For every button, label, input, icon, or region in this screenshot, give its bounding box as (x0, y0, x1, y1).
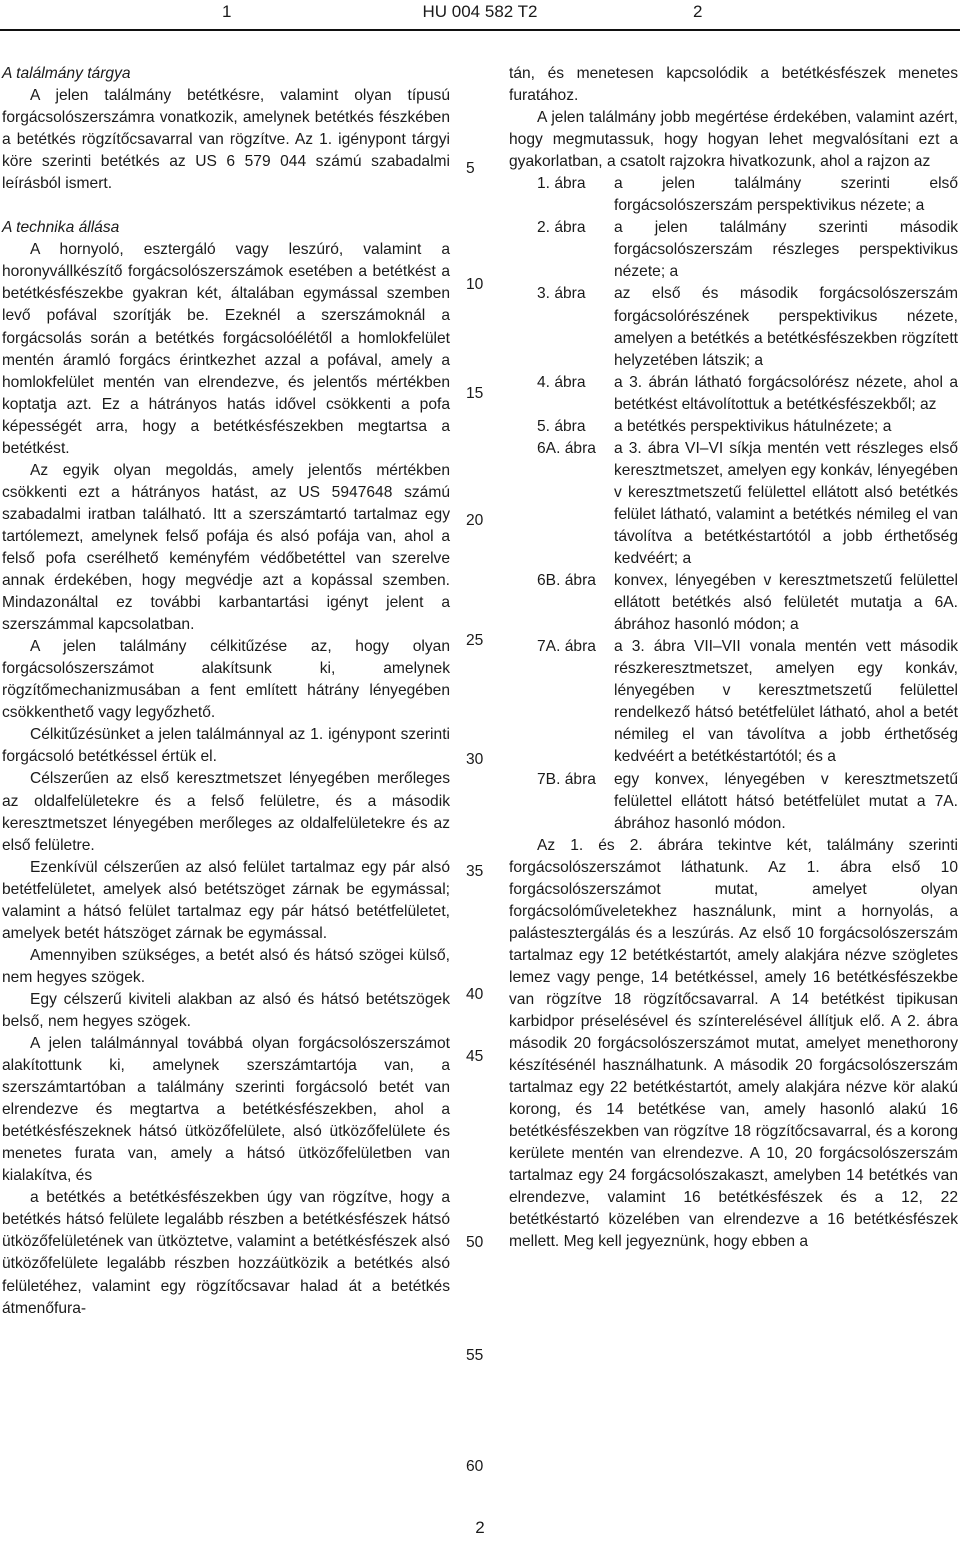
figure-description: konvex, lényegében v keresztmetszetű felülettel ellátott betétkés alsó felületét mutatja a 6A. ábrához hasonló módon; a (614, 572, 958, 634)
header-right-page-number: 2 (693, 2, 703, 21)
figure-label: 1. ábra (537, 175, 586, 193)
line-number: 40 (466, 986, 484, 1003)
figure-label: 4. ábra (537, 373, 586, 391)
paragraph: Célszerűen az első keresztmetszet lényegében merőleges az oldalfelületekre és a felső felületre, és a második keresztmetszet lényegében merőleges az oldalfelületekre és az első felületre. (2, 770, 450, 854)
paragraph: Amennyiben szükséges, a betét alsó és hátsó szögei külső, nem hegyes szögek. (2, 946, 450, 986)
line-number: 5 (466, 160, 475, 177)
figure-list-item (509, 416, 958, 438)
figure-description: a jelen találmány szerinti második forgácsolószerszám részleges perspektivikus nézete; a (614, 219, 958, 281)
line-number: 25 (466, 632, 484, 649)
figure-label: 2. ábra (537, 219, 586, 237)
paragraph: Az egyik olyan megoldás, amely jelentős mértékben csökkenti ezt a hátrányos hatást, az US 5947648 számú szabadalmi iratban található. Itt a szerszámtartó tartalmaz egy tartólemezt, amelynek felső pofája és alsó pofája van, ahol a felső pofa cserélhető keményfém védőbetéttel van szerelve annak érdekében, hogy megvédje azt a kopással szemben. Mindazonáltal ez további karbantartási igényt jelent a szerszámmal kapcsolatban. (2, 461, 450, 634)
section-heading: A találmány tárgya (2, 65, 131, 82)
figure-label: 5. ábra (537, 417, 586, 435)
figure-list-item (509, 217, 958, 283)
figure-label: 6A. ábra (537, 439, 596, 457)
figure-description: a betétkés perspektivikus hátulnézete; a (614, 417, 892, 435)
line-number: 15 (466, 385, 484, 402)
figure-list (509, 173, 958, 834)
footer-page-number: 2 (475, 1518, 485, 1537)
figure-list-item (509, 372, 958, 416)
paragraph: Célkitűzésünket a jelen találmánnyal az 1. igénypont szerinti forgácsoló betétkéssel értük el. (2, 726, 450, 766)
figure-description: egy konvex, lényegében v keresztmetszetű felülettel ellátott hátsó betétfelület mutat a 7A. ábrához hasonló módon. (614, 770, 958, 832)
paragraph: Az 1. és 2. ábrára tekintve két, találmány szerinti forgácsolószerszámot láthatunk. Az 1. ábra első 10 forgácsolószerszámot mutat, amelyet olyan forgácsolóműveletekhez használunk, mint a hornyolás, a palástesztergálás és a leszúrás. Az első 10 forgácsolószerszám tartalmaz egy 12 betétkéstartót, amely alakjára nézve szögletes lemez vagy penge, 14 betétkéssel, amely 16 betétkésfészekbe van rögzítve 18 rögzítőcsavarral. A 14 betétkést tipikusan karbidpor préselésével és színterelésével állítjuk elő. A 2. ábra második 20 forgácsolószerszámot mutat, amelyet menethorony készítésénél használhatunk. A második 20 forgácsolószerszám tartalmaz egy 22 betétkéstartót, amely alakjára nézve kör alakú korong, és 14 betétkése van, amely hasonló alakú 16 betétkésfészekben van rögzítve 18 rögzítőcsavarral, és a korong kerülete mentén van elrendezve. A 10, 20 forgácsolószerszám tartalmaz egy 24 forgácsolószakaszt, amelyben 14 betétkés van elrendezve, valamint 16 betétkésfészek és a 12, 22 betétkéstartó közelében van elrendezve a 16 betétkésfészek mellett. Meg kell jegyeznünk, hogy ebben a (509, 836, 958, 1251)
paragraph: Ezenkívül célszerűen az alsó felület tartalmaz egy pár alsó betétfelületet, amelyek alsó betétszöget zárnak be egymással; valamint a hátsó felület tartalmaz egy pár hátsó betétfelületet, amelyek betét hátszöget zárnak be egymással. (2, 858, 450, 942)
line-number: 55 (466, 1347, 484, 1364)
figure-description: az első és második forgácsolószerszám forgácsolórészének perspektivikus nézete, amelyen a betétkés a betétkésfészekben rögzített helyzetében látszik; a (614, 285, 958, 369)
right-column-body (509, 835, 958, 1254)
figure-list-item (509, 173, 958, 217)
right-column (509, 63, 958, 1254)
figure-label: 3. ábra (537, 285, 586, 303)
header-left-page-number: 1 (222, 2, 232, 21)
line-number: 50 (466, 1234, 484, 1251)
line-number: 60 (466, 1458, 484, 1475)
left-column (2, 63, 450, 1320)
paragraph: Egy célszerű kiviteli alakban az alsó és hátsó betétszögek belső, nem hegyes szögek. (2, 990, 450, 1030)
figure-list-item (509, 438, 958, 570)
paragraph: A jelen találmány célkitűzése az, hogy olyan forgácsolószerszámot alakítsunk ki, amelynek rögzítőmechanizmusában a fent említett hátrány lényegében csökkenthető vagy legyőzhető. (2, 638, 450, 722)
line-number: 35 (466, 863, 484, 880)
paragraph: A jelen találmánnyal továbbá olyan forgácsolószerszámot alakítottunk ki, amelynek szerszámtartója van, a szerszámtartóban a találmány szerinti forgácsoló betét van elrendezve és megtartva a betétkésfészekben, ahol a betétkésfészeknek hátsó ütközőfelülete, alsó ütközőfelülete és menetes furata van, amely a hátsó ütközőfelületben van kialakítva, és (2, 1035, 450, 1185)
line-number: 45 (466, 1048, 484, 1065)
figure-list-item (509, 769, 958, 835)
paragraph: A hornyoló, esztergáló vagy leszúró, valamint a horonyvállkészítő forgácsolószerszámok esetében a betétkést a betétkésfészekbe gyakran két, általában egymással szemben levő pofával szorítják be. Ezeknél a szerszámoknál a forgácsolás során a betétkés forgácsolóélétől a homlokfelület mentén áramló forgács érintkezhet azzal a pofával, amely a homlokfelület mentén van elrendezve, és jelentős mértékben koptatja azt. Ez a hátrányos hatás idővel csökkenti a pofa képességét arra, hogy a betétkésfészekben megtartsa a betétkést. (2, 241, 450, 457)
figure-list-item (509, 283, 958, 371)
figure-list-item (509, 636, 958, 768)
right-column-intro (509, 63, 958, 173)
paragraph: a betétkés a betétkésfészekben úgy van rögzítve, hogy a betétkés hátsó felülete legalább részben a betétkésfészek hátsó ütközőfelületének van ütköztetve, valamint a betétkésfészek alsó ütközőfelülete legalább részben hozzáütközik a betétkés alsó felületéhez, valamint egy rögzítőcsavar halad át a betétkés átmenőfura- (2, 1189, 450, 1317)
figure-list-item (509, 570, 958, 636)
figure-label: 6B. ábra (537, 572, 596, 590)
line-number: 10 (466, 276, 484, 293)
paragraph: A jelen találmány betétkésre, valamint olyan típusú forgácsolószerszámra vonatkozik, amelynek betétkés fészkében a betétkés rögzítőcsavarral van rögzítve. Az 1. igénypont tárgyi köre szerinti betétkés az US 6 579 044 számú szabadalmi leírásból ismert. (2, 87, 450, 193)
paragraph: tán, és menetesen kapcsolódik a betétkésfészek menetes furatához. (509, 65, 958, 105)
figure-label: 7A. ábra (537, 638, 596, 656)
header-document-id: HU 004 582 T2 (422, 2, 538, 21)
line-number: 30 (466, 751, 484, 768)
figure-description: a 3. ábra VI–VI síkja mentén vett részleges első keresztmetszet, amelyen egy konkáv, lényegében v keresztmetszetű felülettel ellátott alsó betétkés felület látható, valamint a betétkés némileg el van távolítva a betétkéstartótól a jobb érthetőség kedvéért; a (614, 439, 958, 568)
section-heading: A technika állása (2, 219, 120, 237)
line-number: 20 (466, 512, 484, 529)
figure-description: a 3. ábrán látható forgácsolórész nézete, ahol a betétkést eltávolítottuk a betétkésfészekből; az (614, 373, 958, 413)
figure-description: a jelen találmány szerinti első forgácsolószerszám perspektivikus nézete; a (614, 175, 958, 215)
figure-description: a 3. ábra VII–VII vonala mentén vett második részkeresztmetszet, amelyen egy konkáv, lényegében v keresztmetszetű felülettel rendelkező hátsó betétfelület látható, ahol a betét némileg el van távolítva a jobb érthetőség kedvéért a betétkéstartótól; és a (614, 638, 958, 766)
paragraph: A jelen találmány jobb megértése érdekében, valamint azért, hogy megmutassuk, hogy hogyan lehet megvalósítani ezt a gyakorlatban, a csatolt rajzokra hivatkozunk, ahol a rajzon az (509, 109, 958, 171)
header-rule (0, 29, 960, 31)
figure-label: 7B. ábra (537, 770, 596, 788)
